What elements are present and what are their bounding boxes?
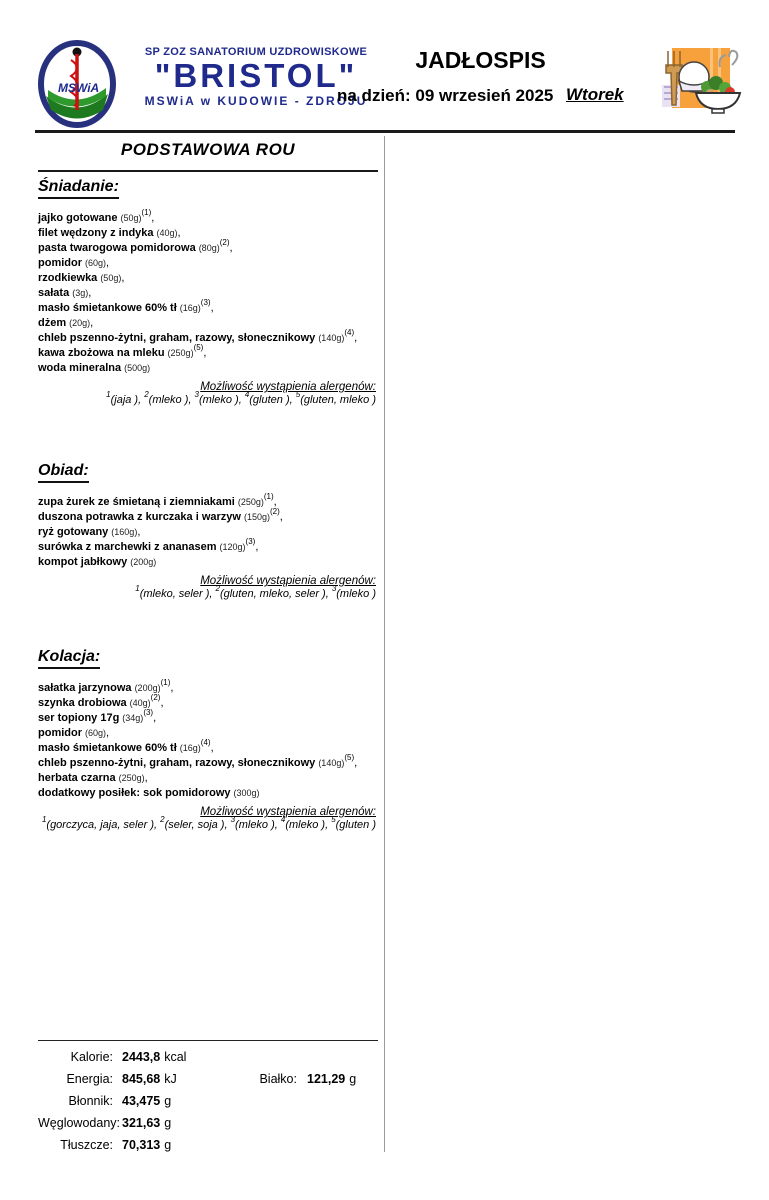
- item-allergen-ref: (2): [269, 507, 280, 517]
- item-portion: (140g): [318, 333, 345, 343]
- allergen-header: Możliwość wystąpienia alergenów:: [200, 381, 376, 393]
- item-name: rzodkiewka: [38, 272, 98, 284]
- nutrition-row-fiber: Błonnik: 43,475 g: [68, 1094, 172, 1108]
- emblem-label: MSWiA: [58, 81, 100, 95]
- item-portion: (16g): [179, 303, 201, 313]
- menu-item: dżem (20g),: [38, 317, 94, 329]
- item-portion: (50g): [100, 273, 122, 283]
- item-allergen-ref: (1): [263, 492, 274, 502]
- menu-item: pomidor (60g),: [38, 257, 110, 269]
- menu-date: na dzień: 09 wrzesień 2025: [337, 86, 554, 105]
- item-allergen-ref: (2): [219, 238, 230, 248]
- nutrition-row-protein: Białko: 121,29 g: [259, 1072, 357, 1086]
- item-allergen-ref: (4): [200, 738, 211, 748]
- item-name: dżem: [38, 317, 67, 329]
- item-name: ryż gotowany: [38, 526, 109, 538]
- item-name: masło śmietankowe 60% tł: [38, 742, 177, 754]
- menu-item: sałatka jarzynowa $(200g)^{(1)}$,: [38, 678, 174, 694]
- menu-item: [38, 361, 378, 376]
- diet-title: PODSTAWOWA ROU: [120, 140, 296, 159]
- page-title: JADŁOSPIS: [415, 47, 546, 73]
- menu-item: jajko gotowane $(50g)^{(1)}$,: [38, 208, 155, 224]
- nutrition-summary: [38, 1046, 378, 1156]
- allergen-list: $^1$(gorczyca, jaja, seler ), $^2$(seler, soja ), $^3$(mleko ), $^4$(mleko ), $^5$(gluten ): [41, 815, 376, 831]
- nutrition-divider: [38, 1040, 378, 1041]
- item-name: filet wędzony z indyka: [38, 227, 154, 239]
- section-lunch: [38, 462, 378, 602]
- dinner-heading: Kolacja:: [38, 648, 100, 669]
- item-name: zupa żurek ze śmietaną i ziemniakami: [38, 496, 235, 508]
- menu-item: [38, 555, 378, 570]
- menu-item: rzodkiewka (50g),: [38, 272, 125, 284]
- lunch-items: [38, 492, 378, 570]
- item-allergen-ref: (2): [150, 693, 161, 703]
- item-name: woda mineralna: [38, 362, 122, 374]
- menu-item: herbata czarna (250g),: [38, 772, 148, 784]
- nutrition-row-calories: Kalorie: 2443,8 kcal: [70, 1050, 187, 1064]
- item-portion: (160g): [111, 527, 138, 537]
- item-allergen-ref: (5): [193, 343, 204, 353]
- item-name: chleb pszenno-żytni, graham, razowy, słonecznikowy: [38, 332, 316, 344]
- item-name: duszona potrawka z kurczaka i warzyw: [38, 511, 241, 523]
- menu-item: surówka z marchewki z ananasem $(120g)^{(3)}$,: [38, 537, 259, 553]
- item-portion: (40g): [156, 228, 178, 238]
- section-breakfast: [38, 178, 378, 408]
- item-name: pomidor: [38, 257, 82, 269]
- item-portion: (200g): [134, 683, 161, 693]
- section-dinner: [38, 648, 378, 833]
- item-portion: (60g): [85, 258, 107, 268]
- menu-item: zupa żurek ze śmietaną i ziemniakami $(250g)^{(1)}$,: [38, 492, 277, 508]
- item-portion: (500g): [124, 363, 151, 373]
- organization-type: SP ZOZ SANATORIUM UZDROWISKOWE: [144, 46, 368, 58]
- column-divider: [384, 136, 385, 1152]
- menu-item: szynka drobiowa $(40g)^{(2)}$,: [38, 693, 164, 709]
- nutrition-row-fat: Tłuszcze: 70,313 g: [60, 1138, 172, 1152]
- nutrition-row-carbs: Węglowodany: 321,63 g: [38, 1116, 172, 1130]
- menu-item: sałata (3g),: [38, 287, 92, 299]
- allergen-header: Możliwość wystąpienia alergenów:: [200, 575, 376, 587]
- menu-item: masło śmietankowe 60% tł $(16g)^{(4)}$,: [38, 738, 214, 754]
- allergen-list: $^1$(mleko, seler ), $^2$(gluten, mleko, seler ), $^3$(mleko ): [135, 584, 376, 600]
- item-portion: (250g): [167, 348, 194, 358]
- menu-item: kawa zbożowa na mleku $(250g)^{(5)}$,: [38, 343, 207, 359]
- item-name: kompot jabłkowy: [38, 556, 128, 568]
- item-portion: (3g): [72, 288, 89, 298]
- item-name: herbata czarna: [38, 772, 116, 784]
- menu-item: chleb pszenno-żytni, graham, razowy, słonecznikowy $(140g)^{(5)}$,: [38, 753, 358, 769]
- item-name: pomidor: [38, 727, 82, 739]
- item-allergen-ref: (3): [200, 298, 211, 308]
- organization-location: MSWiA w KUDOWIE - ZDROJU: [144, 94, 368, 108]
- item-allergen-ref: (4): [344, 328, 355, 338]
- allergen-list: $^1$(jaja ), $^2$(mleko ), $^3$(mleko ), $^4$(gluten ), $^5$(gluten, mleko ): [106, 390, 376, 406]
- item-name: surówka z marchewki z ananasem: [38, 541, 217, 553]
- item-portion: (200g): [130, 557, 157, 567]
- item-name: sałata: [38, 287, 70, 299]
- item-allergen-ref: (5): [344, 753, 355, 763]
- item-portion: (20g): [69, 318, 91, 328]
- breakfast-heading: Śniadanie:: [38, 178, 119, 199]
- meal-clipart-icon: [652, 45, 747, 130]
- item-portion: (40g): [129, 698, 151, 708]
- nutrition-row-energy: Energia: 845,68 kJ: [66, 1072, 177, 1086]
- item-name: szynka drobiowa: [38, 697, 127, 709]
- dinner-items: [38, 678, 378, 801]
- item-portion: (120g): [219, 542, 246, 552]
- item-name: jajko gotowane: [38, 212, 118, 224]
- item-name: chleb pszenno-żytni, graham, razowy, słonecznikowy: [38, 757, 316, 769]
- item-name: ser topiony 17g: [38, 712, 120, 724]
- menu-item: duszona potrawka z kurczaka i warzyw $(150g)^{(2)}$,: [38, 507, 283, 523]
- item-portion: (140g): [318, 758, 345, 768]
- item-portion: (50g): [120, 213, 142, 223]
- menu-item: pasta twarogowa pomidorowa $(80g)^{(2)}$,: [38, 238, 233, 254]
- weekday-label: Wtorek: [566, 85, 624, 104]
- menu-item: ryż gotowany (160g),: [38, 526, 141, 538]
- item-allergen-ref: (1): [141, 208, 152, 218]
- item-portion: (250g): [118, 773, 145, 783]
- item-portion: (16g): [179, 743, 201, 753]
- organization-name: "BRISTOL": [154, 57, 358, 94]
- item-portion: (300g): [233, 788, 260, 798]
- item-name: masło śmietankowe 60% tł: [38, 302, 177, 314]
- item-name: pasta twarogowa pomidorowa: [38, 242, 196, 254]
- item-allergen-ref: (3): [143, 708, 154, 718]
- item-name: sałatka jarzynowa: [38, 682, 132, 694]
- item-portion: (250g): [237, 497, 264, 507]
- menu-item: filet wędzony z indyka (40g),: [38, 227, 181, 239]
- item-portion: (60g): [85, 728, 107, 738]
- menu-item: ser topiony 17g $(34g)^{(3)}$,: [38, 708, 157, 724]
- item-allergen-ref: (3): [245, 537, 256, 547]
- diet-title-underline: [38, 170, 378, 172]
- item-portion: (80g): [198, 243, 220, 253]
- menu-item: chleb pszenno-żytni, graham, razowy, słonecznikowy $(140g)^{(4)}$,: [38, 328, 358, 344]
- allergen-header: Możliwość wystąpienia alergenów:: [200, 806, 376, 818]
- item-portion: (150g): [243, 512, 270, 522]
- item-name: kawa zbożowa na mleku: [38, 347, 165, 359]
- breakfast-items: [38, 208, 378, 376]
- lunch-heading: Obiad:: [38, 462, 89, 483]
- menu-item: [38, 786, 378, 801]
- item-portion: (34g): [122, 713, 144, 723]
- menu-item: pomidor (60g),: [38, 727, 110, 739]
- menu-column: [38, 0, 378, 1200]
- item-name: dodatkowy posiłek: sok pomidorowy: [38, 787, 231, 799]
- item-allergen-ref: (1): [160, 678, 171, 688]
- menu-item: masło śmietankowe 60% tł $(16g)^{(3)}$,: [38, 298, 214, 314]
